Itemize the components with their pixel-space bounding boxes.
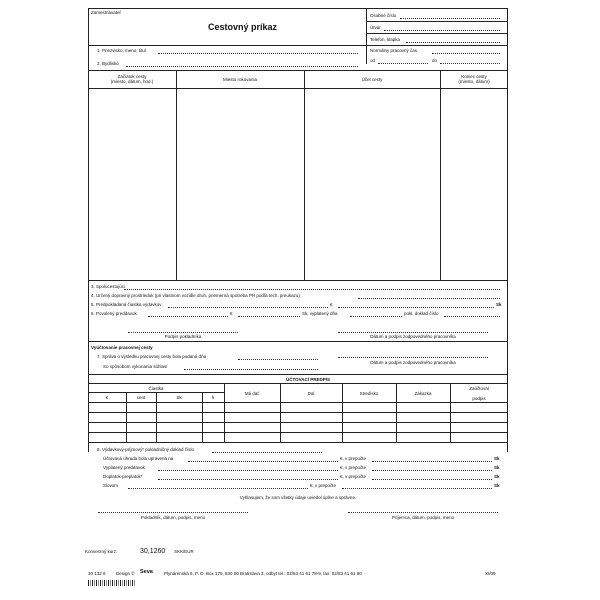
row4-label: 4. Určený dopravný prostriedok (pri vlastnom vozidle druh, priemerná spotreba PH podľa tech. preukazu) — [91, 293, 300, 298]
row3-label: 3. Spolucestujúci — [91, 284, 126, 289]
row6-sk: Sk, vyplatený dňa — [302, 311, 338, 316]
accounting-heading: ÚČTOVACÍ PREDPIS — [285, 377, 331, 382]
row5-euro: € — [330, 302, 333, 307]
row8b-label: Vyplatený preddavok — [103, 465, 145, 470]
row8-label: 8. Výdavkový-príjmový* pokladničný doklad číslo — [97, 447, 195, 452]
header-divider — [366, 8, 367, 64]
recipient-signature-label: Príjemca, dátum, podpis, meno — [391, 515, 455, 520]
from-label: od — [370, 58, 376, 63]
row7b-label: So spôsobom vykonania súhlasí — [103, 364, 168, 369]
row8d-sk: Sk — [494, 483, 500, 488]
phone-label: Telefón, klapka — [370, 37, 401, 42]
row5-label: 5. Predpokladaná čiastka výdavkov — [91, 302, 162, 307]
responsible-signature-label: Dátum a podpis zodpovedného pracovníka — [370, 334, 456, 339]
travel-order-form — [85, 8, 508, 588]
row8c-eur: €, v prepočte — [340, 474, 367, 479]
row8b-eur: €, v prepočte — [340, 465, 367, 470]
settlement-signature-label: Dátum a podpis zodpovedného pracovníka — [370, 360, 456, 365]
col-h: h — [211, 395, 215, 400]
col-order: Zákazka — [414, 391, 432, 396]
col-euro: € — [105, 395, 109, 400]
row8c-label: Doplatok-preplatok* — [103, 474, 143, 479]
col-cent: cent — [136, 395, 146, 400]
row6-euro: € — [230, 311, 233, 316]
brand-logo: Seva — [140, 569, 153, 575]
trip-purpose-header: Účel cesty — [361, 77, 383, 82]
exchange-rate-unit: SKK/EUR — [174, 549, 194, 554]
design-label: Design © — [116, 571, 135, 576]
row8d-eur: €, v prepočte — [310, 483, 337, 488]
exchange-rate-label: Konverzný kurz: — [85, 549, 118, 554]
trip-start-header: Začiatok cesty — [117, 74, 147, 79]
col-cost-center: Stredisko — [359, 391, 379, 396]
row8a-sk: Sk — [494, 456, 500, 461]
cashier-signature-label: Podpis pokladníka — [164, 334, 202, 339]
col-posted: Zaúčtoval — [469, 386, 489, 391]
row7-label: 7. Správa o výsledku pracovnej cesty bola podaná dňa — [97, 354, 207, 359]
barcode — [88, 580, 136, 586]
col-signature: podpis — [472, 396, 486, 401]
col-debit: Má dať — [244, 391, 260, 396]
settlement-heading: Vyúčtovanie pracovnej cesty — [91, 345, 153, 350]
cashier-signature-label-2: Pokladník, dátum, podpis, meno — [140, 515, 206, 520]
trip-end-subheader: (miesto, dátum) — [458, 79, 490, 84]
row5-sk: Sk — [496, 302, 502, 307]
unit-label: Útvar — [370, 25, 381, 30]
frame-top — [88, 8, 508, 9]
row8a-label: Účtovaná úhrada bola upravená na — [103, 456, 174, 461]
publisher-address: Plynárenská 6, P. O. Box 179, 830 00 Bratislava 3, odbyt tel.: 02/53 41 61 78-9, fax: 02/53 41 61 80 — [164, 571, 362, 576]
row6-doc: pokl. doklad číslo — [404, 311, 439, 316]
personal-number-label: Osobné číslo — [370, 13, 397, 18]
trip-end-header: Koniec cesty — [461, 74, 487, 79]
meeting-place-header: Miesto rokovania — [222, 77, 258, 82]
col-sk: Sk — [176, 395, 182, 400]
amount-header: Čiastka — [148, 386, 164, 391]
row8a-eur: €, v prepočte — [340, 456, 367, 461]
row8b-sk: Sk — [494, 465, 500, 470]
form-code: 30 132 9 — [88, 571, 106, 576]
row2-label: 2. Bydlisko — [97, 61, 119, 66]
row8d-label: Slovom — [103, 483, 119, 488]
working-time-label: Normálny pracovný čas — [370, 48, 418, 53]
col-credit: Dal — [307, 391, 315, 396]
row6-label: 6. Povolený preddavok — [91, 311, 137, 316]
to-label: do — [432, 58, 438, 63]
form-title: Cestovný príkaz — [208, 22, 278, 32]
edition-code: XI/09 — [485, 571, 496, 576]
trip-start-subheader: (miesto, dátum, hod.) — [110, 79, 154, 84]
row8c-sk: Sk — [494, 474, 500, 479]
row1-label: 1. Priezvisko, meno, titul — [97, 48, 146, 53]
employer-label: Zamestnávateľ — [91, 10, 121, 15]
declaration-text: Vyhlasujem, že som všetky údaje uviedol úplne a správne. — [239, 495, 357, 500]
exchange-rate-value: 30,1260 — [140, 548, 166, 555]
